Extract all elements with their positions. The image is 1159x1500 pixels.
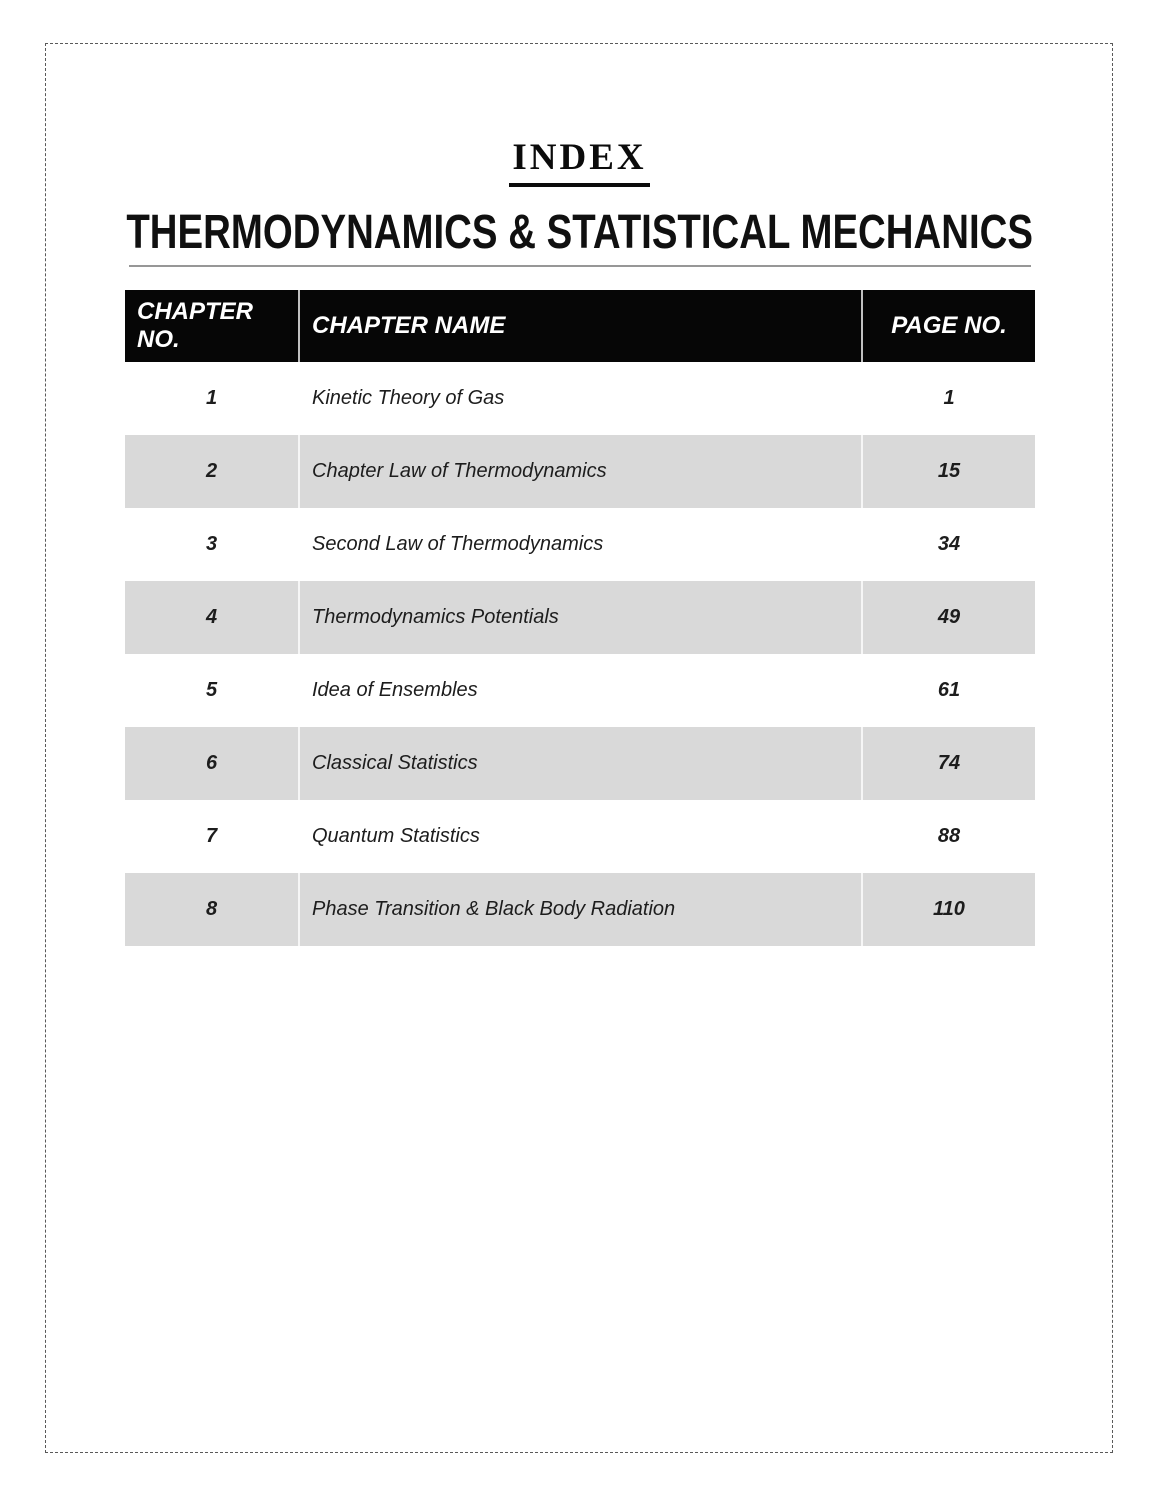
- page-title-wrap: [0, 136, 1159, 187]
- chapter-name-cell: Idea of Ensembles: [300, 654, 863, 727]
- chapter-name-cell: Chapter Law of Thermodynamics: [300, 435, 863, 508]
- page-subtitle: THERMODYNAMICS & STATISTICAL MECHANICS: [126, 206, 1033, 259]
- page-no-cell: 1: [943, 387, 955, 409]
- chapter-no-cell: 7: [125, 800, 300, 873]
- table-row: [125, 435, 1035, 508]
- page-no-cell: 110: [933, 898, 965, 920]
- chapter-no-cell: 4: [125, 581, 300, 654]
- page-no-cell: 34: [937, 533, 961, 555]
- page-no-cell: 49: [937, 606, 961, 628]
- table-row: [125, 654, 1035, 727]
- divider-rule: [129, 265, 1031, 267]
- header-cell-chapter-no: CHAPTER NO.: [125, 290, 300, 362]
- page-no-cell: 61: [937, 679, 961, 701]
- header-cell-page-no: PAGE NO.: [891, 312, 1007, 339]
- chapter-name-cell: Quantum Statistics: [300, 800, 863, 873]
- page-subtitle-wrap: [0, 206, 1159, 268]
- chapter-no-cell: 5: [125, 654, 300, 727]
- table-row: [125, 873, 1035, 946]
- chapter-name-cell: Classical Statistics: [300, 727, 863, 800]
- chapter-no-cell: 3: [125, 508, 300, 581]
- chapter-no-cell: 8: [125, 873, 300, 946]
- page-no-cell: 74: [937, 752, 961, 774]
- chapter-name-cell: Second Law of Thermodynamics: [300, 508, 863, 581]
- table-row: [125, 508, 1035, 581]
- table-header-row: [125, 290, 1035, 362]
- chapter-no-cell: 2: [125, 435, 300, 508]
- page-no-cell: 88: [937, 825, 961, 847]
- chapter-no-cell: 1: [125, 362, 300, 435]
- page-title: INDEX: [509, 136, 649, 187]
- chapter-name-cell: Phase Transition & Black Body Radiation: [300, 873, 863, 946]
- table-row: [125, 800, 1035, 873]
- chapter-no-cell: 6: [125, 727, 300, 800]
- page-no-cell: 15: [937, 460, 961, 482]
- toc-table: [125, 290, 1035, 946]
- table-row: [125, 581, 1035, 654]
- chapter-name-cell: Thermodynamics Potentials: [300, 581, 863, 654]
- table-body: [125, 362, 1035, 946]
- header-cell-chapter-name: CHAPTER NAME: [300, 290, 863, 362]
- table-row: [125, 362, 1035, 435]
- table-row: [125, 727, 1035, 800]
- chapter-name-cell: Kinetic Theory of Gas: [300, 362, 863, 435]
